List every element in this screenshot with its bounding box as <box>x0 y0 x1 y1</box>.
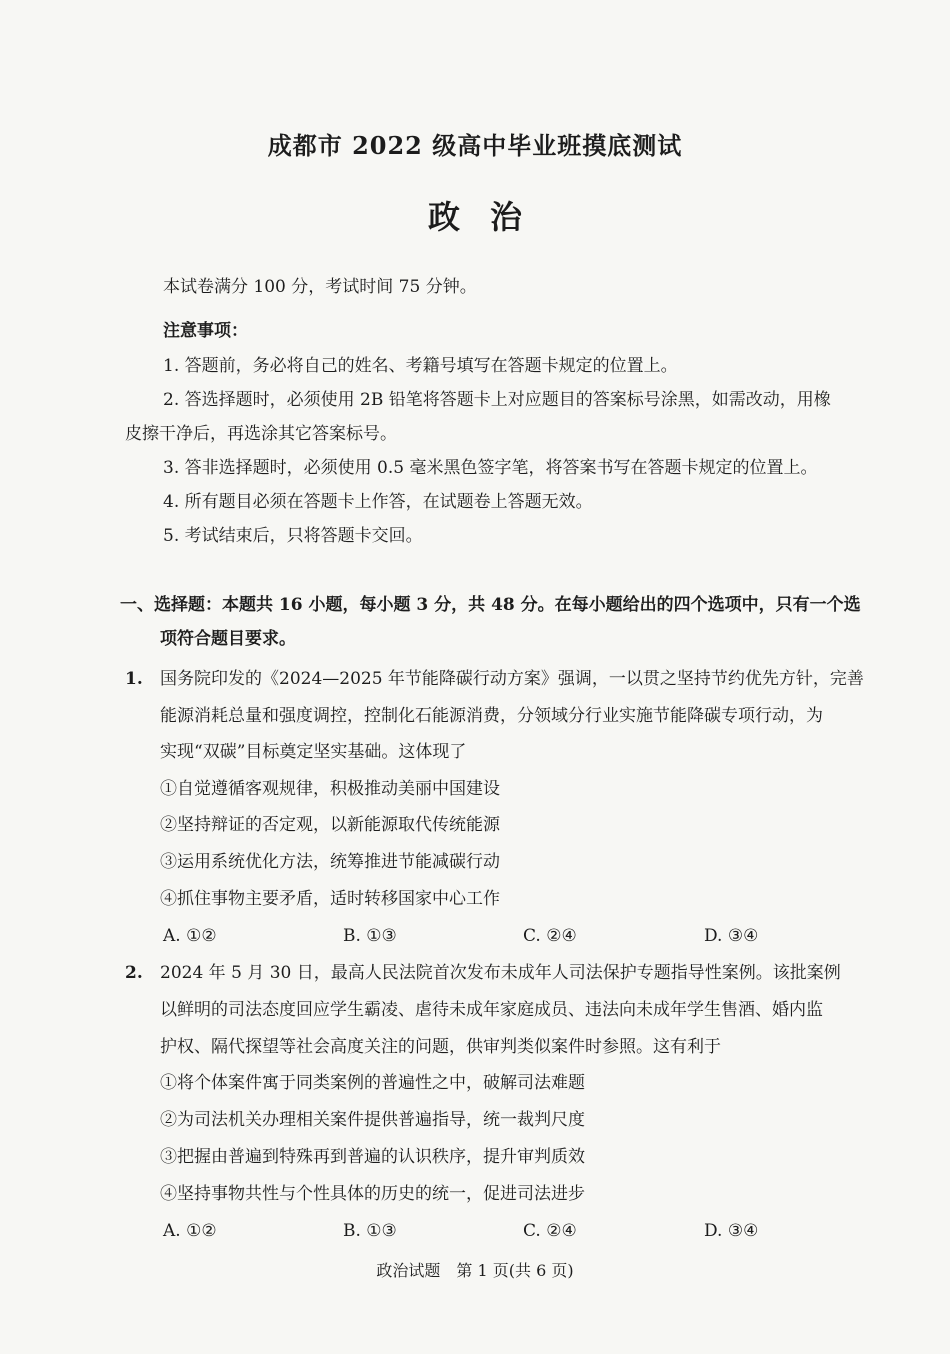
answer-option: B. ①③ <box>343 1221 397 1241</box>
question-number: 2. <box>125 963 143 983</box>
subject-title: 政治 <box>427 198 552 236</box>
question-stem: 护权、隔代探望等社会高度关注的问题，供审判类似案件时参照。这有利于 <box>160 1037 721 1057</box>
answer-option: D. ③④ <box>704 926 759 946</box>
question-stem: 以鲜明的司法态度回应学生霸凌、虐待未成年家庭成员、违法向未成年学生售酒、婚内监 <box>160 1000 823 1020</box>
notes-item: 皮擦干净后，再选涂其它答案标号。 <box>125 424 397 444</box>
section-heading-cont: 项符合题目要求。 <box>160 629 296 649</box>
intro-text: 本试卷满分 100 分，考试时间 75 分钟。 <box>163 277 477 297</box>
answer-option: C. ②④ <box>523 1221 577 1241</box>
answer-option: D. ③④ <box>704 1221 759 1241</box>
notes-item: 4. 所有题目必须在答题卡上作答，在试题卷上答题无效。 <box>163 492 593 512</box>
exam-title: 成都市 2022 级高中毕业班摸底测试 <box>267 131 683 160</box>
question-item: ②为司法机关办理相关案件提供普遍指导，统一裁判尺度 <box>160 1110 585 1130</box>
question-item: ④抓住事物主要矛盾，适时转移国家中心工作 <box>160 889 500 909</box>
notes-heading: 注意事项： <box>163 321 248 341</box>
answer-option: B. ①③ <box>343 926 397 946</box>
question-stem: 实现“双碳”目标奠定坚实基础。这体现了 <box>160 742 467 762</box>
notes-item: 3. 答非选择题时，必须使用 0.5 毫米黑色签字笔，将答案书写在答题卡规定的位置上。 <box>163 458 818 478</box>
notes-item: 1. 答题前，务必将自己的姓名、考籍号填写在答题卡规定的位置上。 <box>163 356 678 376</box>
question-item: ①将个体案件寓于同类案例的普遍性之中，破解司法难题 <box>160 1073 585 1093</box>
notes-item: 5. 考试结束后，只将答题卡交回。 <box>163 526 423 546</box>
question-item: ③把握由普遍到特殊再到普遍的认识秩序，提升审判质效 <box>160 1147 585 1167</box>
page-footer: 政治试题 第 1 页(共 6 页) <box>376 1261 574 1280</box>
notes-item: 2. 答选择题时，必须使用 2B 铅笔将答题卡上对应题目的答案标号涂黑，如需改动，用橡 <box>163 390 831 410</box>
question-stem: 2024 年 5 月 30 日，最高人民法院首次发布未成年人司法保护专题指导性案例。该批案例 <box>160 963 841 983</box>
question-item: ②坚持辩证的否定观，以新能源取代传统能源 <box>160 815 500 835</box>
answer-option: A. ①② <box>163 1221 217 1241</box>
section-heading: 一、选择题：本题共 16 小题，每小题 3 分，共 48 分。在每小题给出的四个选项中，只有一个选 <box>120 595 861 615</box>
question-item: ③运用系统优化方法，统筹推进节能减碳行动 <box>160 852 500 872</box>
answer-option: A. ①② <box>163 926 217 946</box>
question-item: ④坚持事物共性与个性具体的历史的统一，促进司法进步 <box>160 1184 585 1204</box>
question-number: 1. <box>125 669 143 689</box>
question-stem: 国务院印发的《2024—2025 年节能降碳行动方案》强调，一以贯之坚持节约优先方针，完善 <box>160 669 864 689</box>
question-item: ①自觉遵循客观规律，积极推动美丽中国建设 <box>160 779 500 799</box>
question-stem: 能源消耗总量和强度调控，控制化石能源消费，分领域分行业实施节能降碳专项行动，为 <box>160 706 823 726</box>
answer-option: C. ②④ <box>523 926 577 946</box>
